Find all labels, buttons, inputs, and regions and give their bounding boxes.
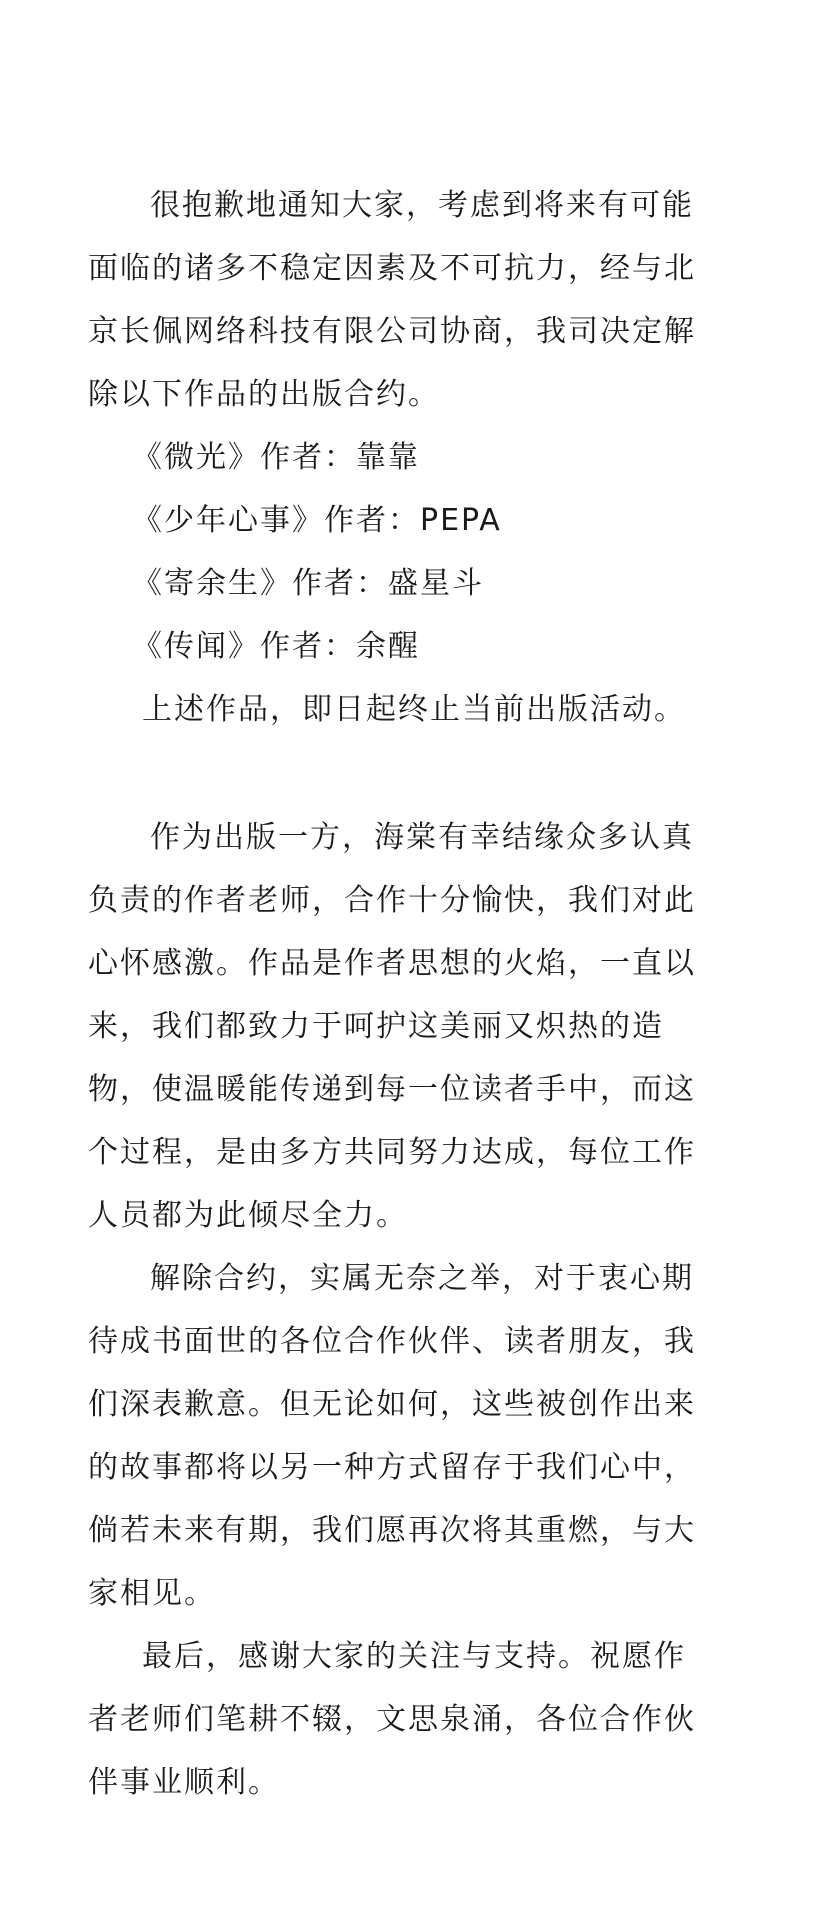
paragraph-4-line-2: 者老师们笔耕不辍，文思泉涌，各位合作伙 [88,1702,696,1737]
paragraph-1-line-3: 京长佩网络科技有限公司协商，我司决定解 [88,314,696,349]
paragraph-2-line-6: 个过程，是由多方共同努力达成，每位工作 [88,1135,696,1170]
paragraph-1-line-1: 很抱歉地通知大家，考虑到将来有可能 [150,188,694,223]
paragraph-3-line-2: 待成书面世的各位合作伙伴、读者朋友，我 [88,1324,696,1359]
paragraph-1-line-2: 面临的诸多不稳定因素及不可抗力，经与北 [88,251,696,286]
work-item-3: 《寄余生》作者：盛星斗 [132,566,484,601]
paragraph-3-line-3: 们深表歉意。但无论如何，这些被创作出来 [88,1387,696,1422]
work-item-1: 《微光》作者：靠靠 [132,440,420,475]
paragraph-3-line-4: 的故事都将以另一种方式留存于我们心中， [88,1450,696,1485]
paragraph-3-line-1: 解除合约，实属无奈之举，对于衷心期 [150,1261,694,1296]
paragraph-2-line-4: 来，我们都致力于呵护这美丽又炽热的造 [88,1009,664,1044]
termination-statement: 上述作品，即日起终止当前出版活动。 [142,692,686,727]
paragraph-2-line-3: 心怀感激。作品是作者思想的火焰，一直以 [88,946,696,981]
paragraph-3-line-6: 家相见。 [88,1576,216,1611]
work-item-2: 《少年心事》作者：PEPA [132,503,502,538]
work-item-4: 《传闻》作者：余醒 [132,629,420,664]
paragraph-2-line-7: 人员都为此倾尽全力。 [88,1198,408,1233]
paragraph-1-line-4: 除以下作品的出版合约。 [88,377,440,412]
paragraph-4-line-3: 伴事业顺利。 [88,1765,280,1800]
paragraph-3-line-5: 倘若未来有期，我们愿再次将其重燃，与大 [88,1513,696,1548]
paragraph-4-line-1: 最后，感谢大家的关注与支持。祝愿作 [142,1639,686,1674]
paragraph-2-line-1: 作为出版一方，海棠有幸结缘众多认真 [150,820,694,855]
paragraph-2-line-5: 物，使温暖能传递到每一位读者手中，而这 [88,1072,696,1107]
paragraph-2-line-2: 负责的作者老师，合作十分愉快，我们对此 [88,883,696,918]
